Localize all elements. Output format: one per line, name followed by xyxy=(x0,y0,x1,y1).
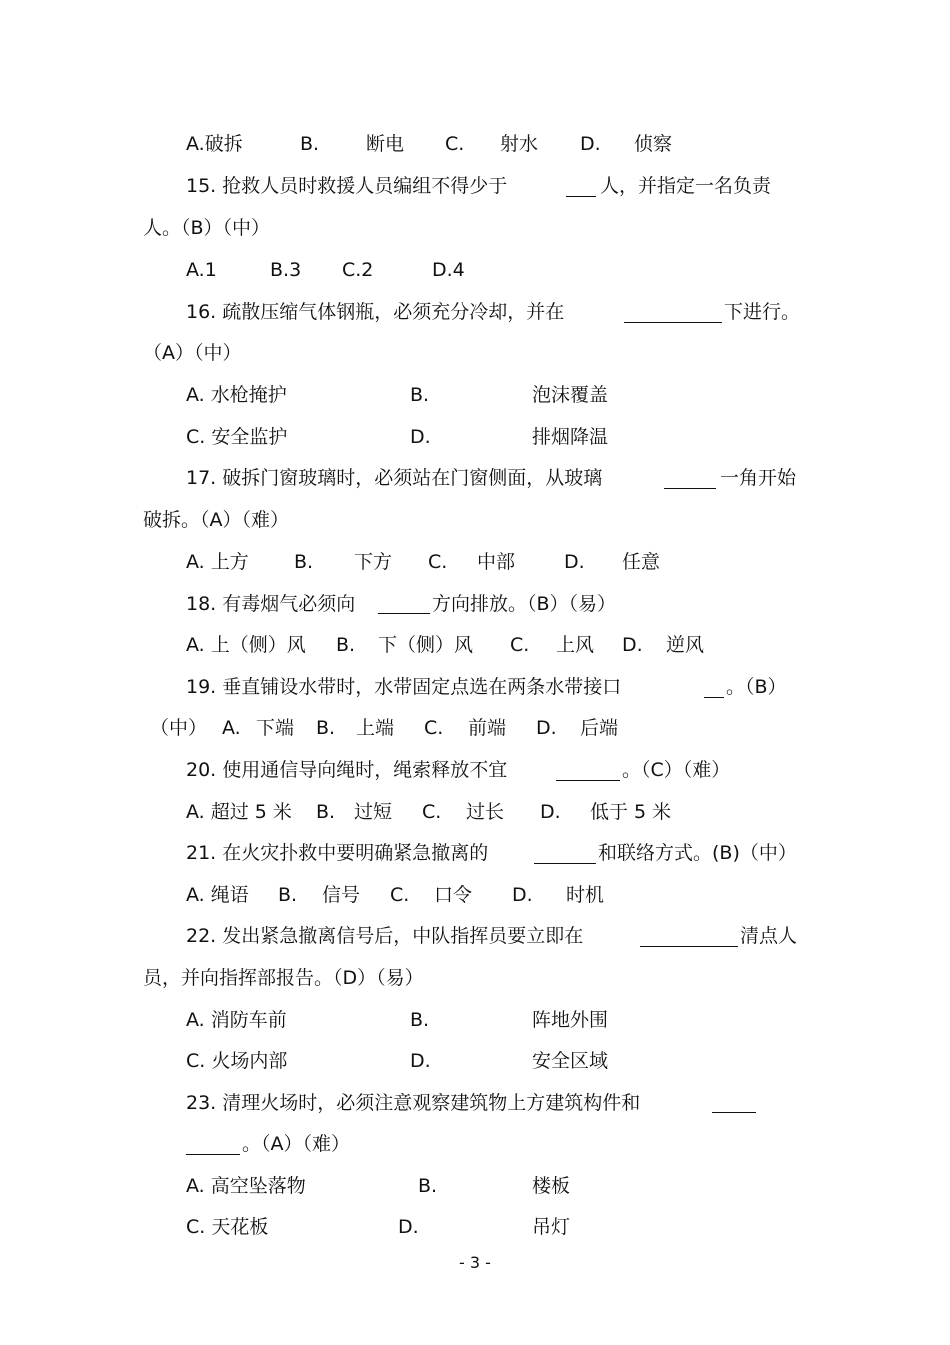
option-d: 排烟降温 xyxy=(532,426,609,448)
question-17-text: 17. 破拆门窗玻璃时，必须站在门窗侧面，从玻璃 xyxy=(186,467,603,489)
question-22-text: 22. 发出紧急撤离信号后，中队指挥员要立即在 xyxy=(186,925,584,947)
page-number: - 3 - xyxy=(459,1253,491,1272)
option-b-label: B. xyxy=(316,801,336,823)
question-21-text: 21. 在火灾扑救中要明确紧急撤离的 xyxy=(186,842,489,864)
option-b: 下（侧）风 xyxy=(378,634,474,656)
option-b: 楼板 xyxy=(532,1175,571,1197)
question-23-answer: 。（A）（难） xyxy=(242,1133,350,1155)
option-c: 前端 xyxy=(468,717,507,739)
option-b: 过短 xyxy=(354,801,393,823)
option-b-label: B. xyxy=(278,884,298,906)
option-b: 泡沫覆盖 xyxy=(532,384,609,406)
option-d: 吊灯 xyxy=(532,1216,571,1238)
option-d-label: D. xyxy=(398,1216,419,1238)
question-16-text-cont: 下进行。 xyxy=(724,301,801,323)
option-c: 过长 xyxy=(466,801,505,823)
answer-blank xyxy=(566,196,596,197)
option-b-label: B. xyxy=(410,1009,430,1031)
option-a: A.1 xyxy=(186,259,217,281)
option-c-label: C. xyxy=(390,884,410,906)
option-a: A. 超过 5 米 xyxy=(186,801,292,823)
question-19-difficulty: （中） xyxy=(150,717,208,739)
answer-blank xyxy=(556,780,620,781)
option-a: A.破拆 xyxy=(186,133,243,155)
option-a: A. 上（侧）风 xyxy=(186,634,306,656)
option-b-label: B. xyxy=(410,384,430,406)
question-21-text-cont: 和联络方式。(B)（中） xyxy=(598,842,797,864)
option-d: 后端 xyxy=(580,717,619,739)
question-17-text-cont: 一角开始 xyxy=(720,467,797,489)
option-b: 阵地外围 xyxy=(532,1009,609,1031)
answer-blank xyxy=(624,322,722,323)
option-d: 侦察 xyxy=(634,133,673,155)
option-b-label: B. xyxy=(300,133,320,155)
option-c: C.2 xyxy=(342,259,374,281)
option-c: 口令 xyxy=(434,884,473,906)
question-23-text: 23. 清理火场时，必须注意观察建筑物上方建筑构件和 xyxy=(186,1092,641,1114)
answer-blank xyxy=(640,946,738,947)
question-16-text: 16. 疏散压缩气体钢瓶，必须充分冷却，并在 xyxy=(186,301,565,323)
option-d-label: D. xyxy=(410,1050,431,1072)
question-18-text: 18. 有毒烟气必须向 xyxy=(186,593,356,615)
question-17-answer: 破拆。（A）（难） xyxy=(143,509,289,531)
option-b-label: B. xyxy=(316,717,336,739)
option-d: 时机 xyxy=(566,884,605,906)
option-d: 安全区域 xyxy=(532,1050,609,1072)
answer-blank xyxy=(704,697,724,698)
option-d-label: D. xyxy=(410,426,431,448)
question-15-text-cont: 人，并指定一名负责 xyxy=(600,175,772,197)
option-a-label: A. xyxy=(222,717,241,739)
option-c: 上风 xyxy=(556,634,595,656)
answer-blank xyxy=(378,613,430,614)
option-d-label: D. xyxy=(512,884,533,906)
option-d: 任意 xyxy=(622,551,661,573)
question-19-text: 19. 垂直铺设水带时，水带固定点选在两条水带接口 xyxy=(186,676,622,698)
option-b-label: B. xyxy=(418,1175,438,1197)
option-c-label: C. xyxy=(445,133,465,155)
option-b: 信号 xyxy=(322,884,361,906)
question-16-answer: （A）（中） xyxy=(143,342,242,364)
option-c-label: C. xyxy=(428,551,448,573)
option-d-label: D. xyxy=(540,801,561,823)
option-d: D.4 xyxy=(432,259,465,281)
option-a: A. 高空坠落物 xyxy=(186,1175,306,1197)
option-b: 下方 xyxy=(354,551,393,573)
question-22-text-cont: 清点人 xyxy=(740,925,798,947)
option-c: C. 天花板 xyxy=(186,1216,269,1238)
question-22-answer: 员，并向指挥部报告。（D）（易） xyxy=(143,967,424,989)
question-18-text-cont: 方向排放。（B）（易） xyxy=(432,593,617,615)
option-b: 断电 xyxy=(366,133,405,155)
option-b-label: B. xyxy=(294,551,314,573)
answer-blank xyxy=(534,863,596,864)
option-b: 上端 xyxy=(356,717,395,739)
option-d-label: D. xyxy=(564,551,585,573)
option-b-label: B. xyxy=(336,634,356,656)
option-c: C. 火场内部 xyxy=(186,1050,288,1072)
option-d-label: D. xyxy=(580,133,601,155)
option-d: 逆风 xyxy=(666,634,705,656)
option-c: 中部 xyxy=(477,551,516,573)
option-d: 低于 5 米 xyxy=(590,801,672,823)
question-20-text: 20. 使用通信导向绳时，绳索释放不宜 xyxy=(186,759,508,781)
answer-blank-cont xyxy=(186,1154,240,1155)
option-c: 射水 xyxy=(500,133,539,155)
option-d-label: D. xyxy=(622,634,643,656)
option-c-label: C. xyxy=(510,634,530,656)
answer-blank xyxy=(712,1112,756,1113)
option-b: B.3 xyxy=(270,259,302,281)
option-c: C. 安全监护 xyxy=(186,426,288,448)
option-a: 下端 xyxy=(256,717,295,739)
question-20-text-cont: 。（C）（难） xyxy=(622,759,731,781)
question-15-text: 15. 抢救人员时救援人员编组不得少于 xyxy=(186,175,508,197)
question-15-answer: 人。（B）（中） xyxy=(143,217,271,239)
option-c-label: C. xyxy=(424,717,444,739)
option-c-label: C. xyxy=(422,801,442,823)
option-a: A. 绳语 xyxy=(186,884,249,906)
option-a: A. 消防车前 xyxy=(186,1009,287,1031)
option-d-label: D. xyxy=(536,717,557,739)
question-19-text-cont: 。（B） xyxy=(726,676,787,698)
option-a: A. 上方 xyxy=(186,551,249,573)
option-a: A. 水枪掩护 xyxy=(186,384,287,406)
answer-blank xyxy=(664,488,716,489)
